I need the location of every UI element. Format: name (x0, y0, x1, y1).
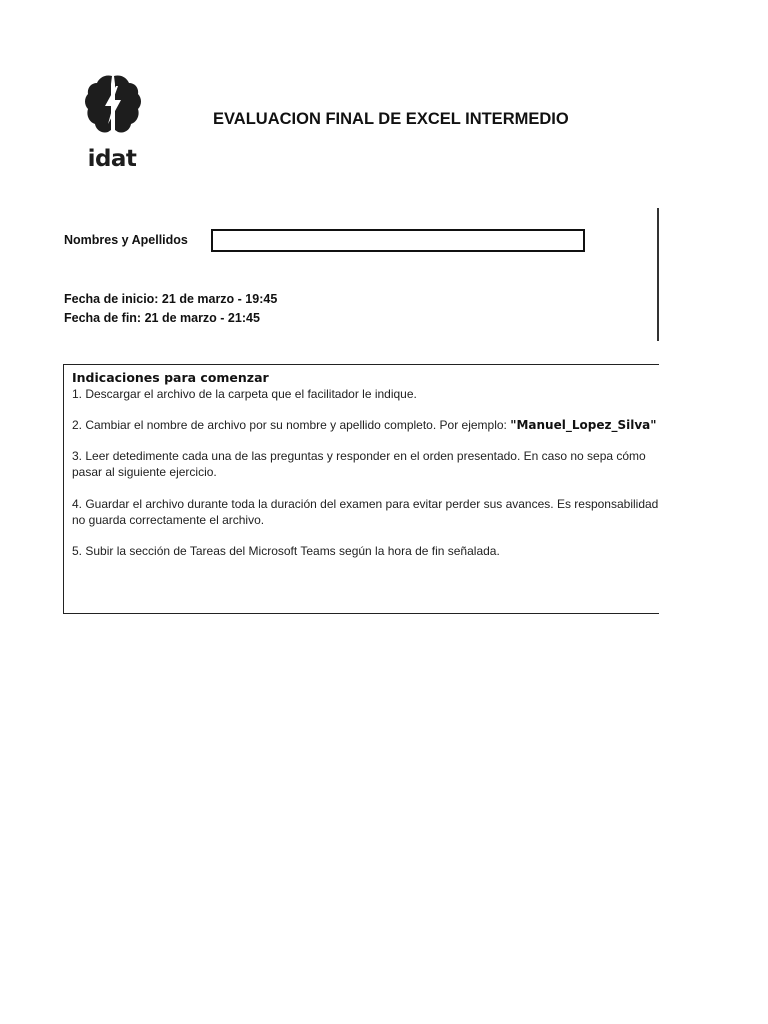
instruction-step-2 (72, 417, 657, 433)
name-label: Nombres y Apellidos (64, 233, 188, 247)
instruction-step-1: 1. Descargar el archivo de la carpeta que el facilitador le indique. (72, 387, 417, 401)
step-2-example: "Manuel_Lopez_Silva" (510, 418, 657, 432)
step-2-text: 2. Cambiar el nombre de archivo por su nombre y apellido completo. Por ejemplo: (72, 418, 511, 432)
instructions-heading: Indicaciones para comenzar (72, 370, 269, 385)
start-date: Fecha de inicio: 21 de marzo - 19:45 (64, 292, 278, 306)
instruction-step-3-line-1: 3. Leer detedimente cada una de las preguntas y responder en el orden presentado. En caso no sepa cómo (72, 449, 646, 463)
instruction-step-4-line-2: no guarda correctamente el archivo. (72, 513, 265, 527)
instruction-step-3-line-2: pasar al siguiente ejercicio. (72, 465, 217, 479)
page-title: EVALUACION FINAL DE EXCEL INTERMEDIO (213, 110, 569, 128)
instructions-box (63, 364, 659, 614)
instruction-step-5: 5. Subir la sección de Tareas del Microsoft Teams según la hora de fin señalada. (72, 544, 500, 558)
end-date: Fecha de fin: 21 de marzo - 21:45 (64, 311, 260, 325)
instruction-step-4-line-1: 4. Guardar el archivo durante toda la duración del examen para evitar perder sus avances. Es responsabilidad (72, 497, 659, 511)
logo-text: idat (87, 146, 137, 172)
